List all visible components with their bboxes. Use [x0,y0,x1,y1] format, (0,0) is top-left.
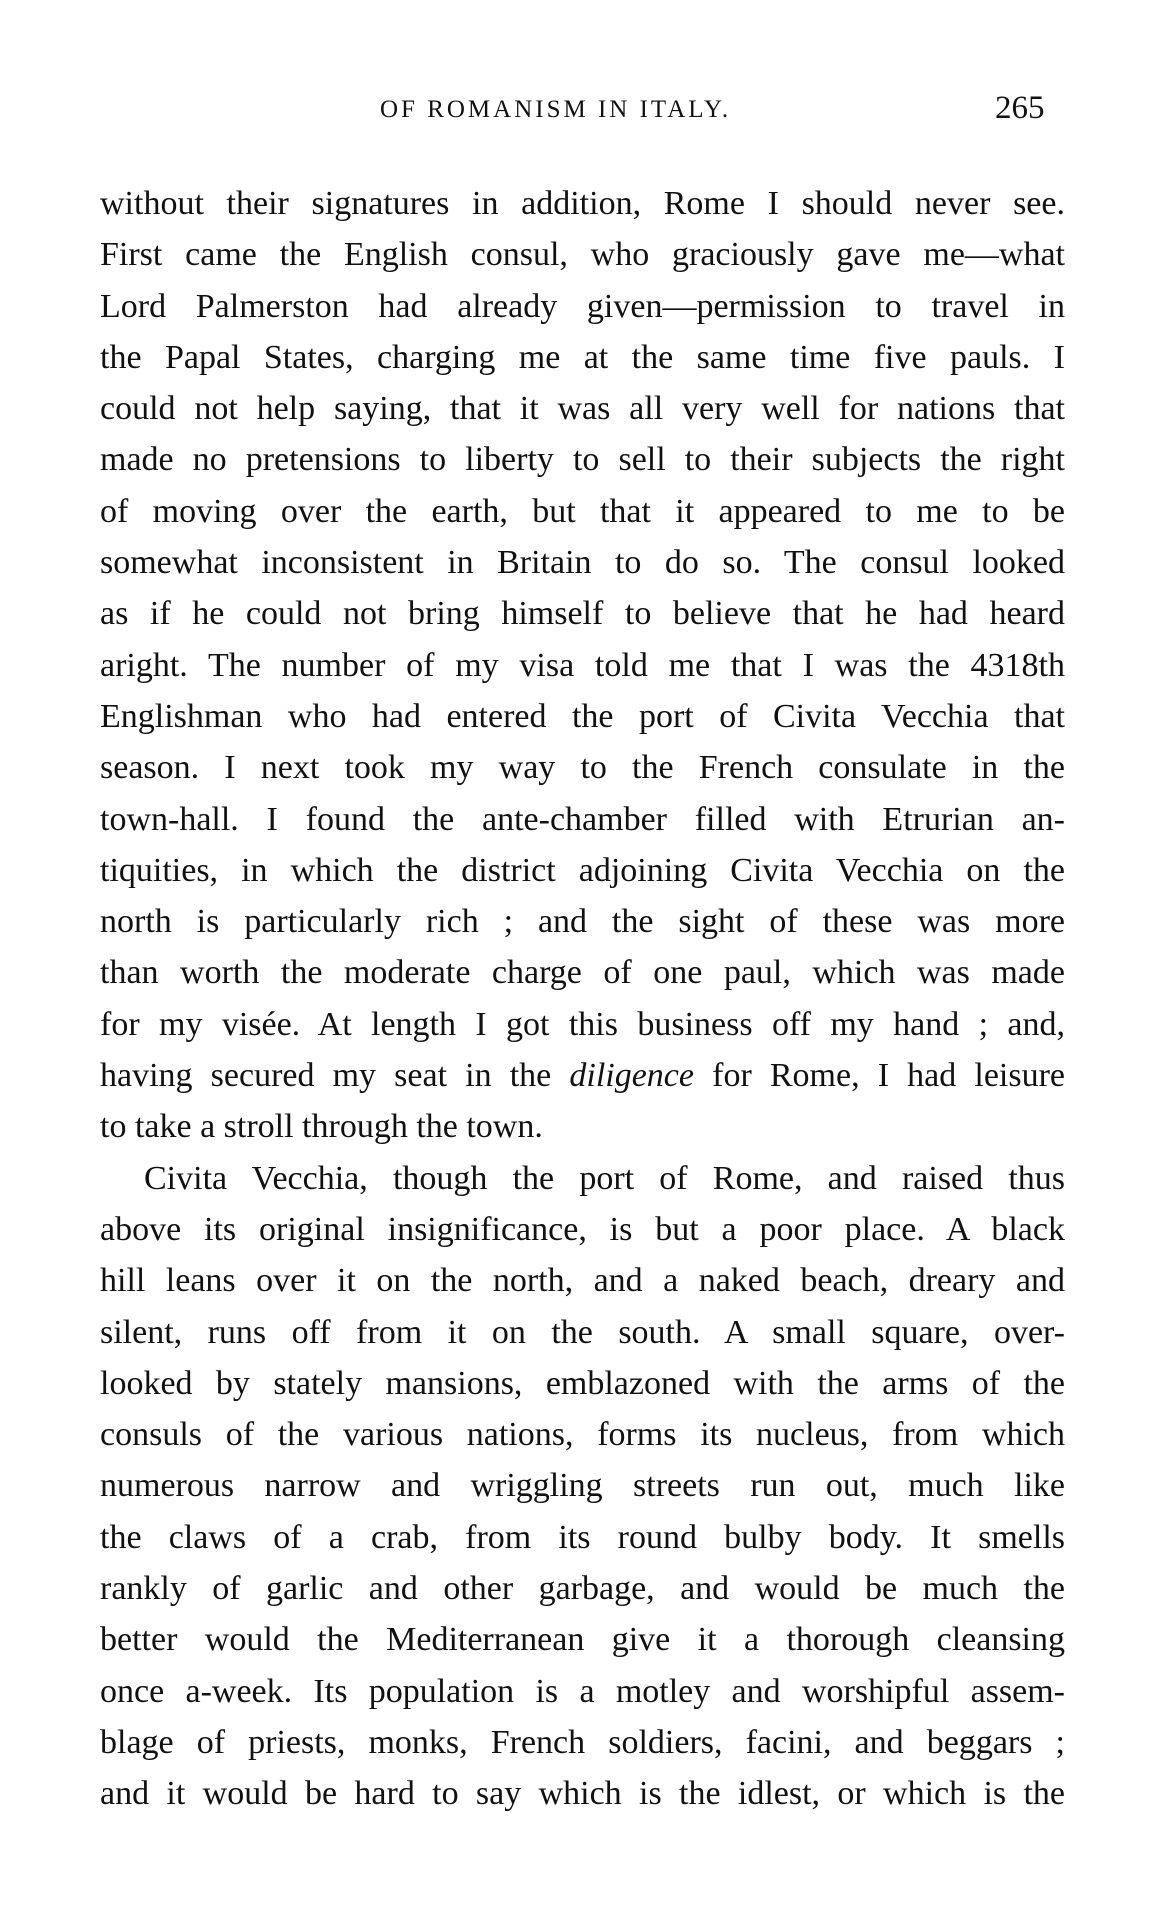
italic-term: diligence [569,1057,694,1095]
text-line: First came the English consul, who graciously gave me—what [100,236,1065,274]
text-line: than worth the moderate charge of one paul, which was made [100,954,1065,992]
running-head [0,90,1170,134]
body-text [100,178,1065,1820]
line-segment: having secured my seat in the [100,1057,570,1095]
text-line: town-hall. I found the ante-chamber filled with Etrurian an- [100,800,1065,838]
text-line: silent, runs off from it on the south. A small square, over- [100,1313,1065,1351]
text-line: hill leans over it on the north, and a naked beach, dreary and [100,1262,1065,1300]
text-line: aright. The number of my visa told me that I was the 4318th [100,646,1065,684]
text-line: without their signatures in addition, Rome I should never see. [100,185,1065,222]
text-line: could not help saying, that it was all very well for nations that [100,390,1065,428]
text-line: the Papal States, charging me at the same time five pauls. I [100,338,1065,376]
text-line: the claws of a crab, from its round bulby body. It smells [100,1518,1065,1556]
text-line: Lord Palmerston had already given—permission to travel in [100,287,1065,325]
text-line: and it would be hard to say which is the idlest, or which is the [100,1775,1065,1813]
text-line: rankly of garlic and other garbage, and would be much the [100,1570,1065,1608]
paragraph-end-line: to take a stroll through the town. [100,1108,543,1146]
text-line: north is particularly rich ; and the sight of these was more [100,903,1065,941]
text-line: of moving over the earth, but that it appeared to me to be [100,492,1065,530]
paragraph-start-line: Civita Vecchia, though the port of Rome, and raised thus [144,1159,1065,1197]
text-line: blage of priests, monks, French soldiers, facini, and beggars ; [100,1723,1065,1761]
text-line: tiquities, in which the district adjoining Civita Vecchia on the [100,851,1065,889]
text-line: once a-week. Its population is a motley and worshipful assem- [100,1672,1065,1710]
text-line: above its original insignificance, is but a poor place. A black [100,1210,1065,1248]
text-line-with-italic [100,1050,1065,1101]
line-segment: for Rome, I had leisure [694,1057,1065,1095]
text-line: consuls of the various nations, forms its nucleus, from which [100,1416,1065,1454]
text-line: looked by stately mansions, emblazoned with the arms of the [100,1364,1065,1402]
running-title: OF ROMANISM IN ITALY. [380,96,732,123]
text-line: made no pretensions to liberty to sell to their subjects the right [100,441,1065,479]
text-line: season. I next took my way to the French consulate in the [100,749,1065,787]
text-line: Englishman who had entered the port of Civita Vecchia that [100,697,1065,735]
text-line: for my visée. At length I got this business off my hand ; and, [100,1005,1065,1043]
text-line: somewhat inconsistent in Britain to do so. The consul looked [100,544,1065,582]
page-number: 265 [995,90,1045,126]
text-line: as if he could not bring himself to believe that he had heard [100,595,1065,633]
text-line: numerous narrow and wriggling streets run out, much like [100,1467,1065,1505]
text-line: better would the Mediterranean give it a thorough cleansing [100,1621,1065,1659]
